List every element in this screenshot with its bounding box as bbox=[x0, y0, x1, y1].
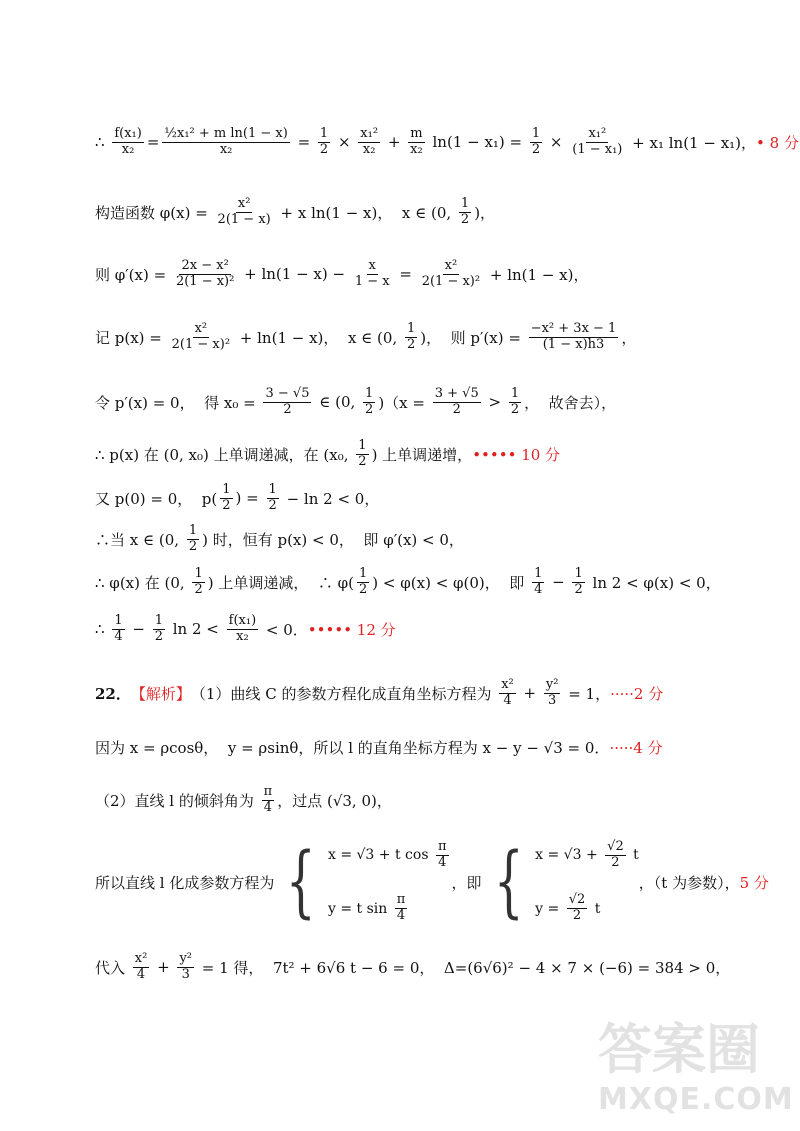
denominator: 2 bbox=[268, 497, 277, 513]
text: ， bbox=[621, 328, 637, 347]
fraction bbox=[459, 197, 471, 228]
text: ∴ φ(x) 在 (0, bbox=[95, 573, 190, 592]
numerator: 1 bbox=[574, 565, 583, 581]
fraction bbox=[267, 483, 279, 514]
text: + ln(1 − x)， x ∈ (0, bbox=[235, 328, 402, 347]
text: × bbox=[333, 133, 356, 151]
denominator: 2 bbox=[283, 401, 292, 417]
text: t bbox=[590, 900, 601, 917]
text: ， 故舍去）， bbox=[524, 393, 617, 412]
equation-line-6 bbox=[95, 432, 560, 476]
text: ln 2 < bbox=[167, 620, 224, 638]
fraction bbox=[530, 127, 542, 158]
score-marker: ••••• 12 分 bbox=[307, 620, 396, 639]
fraction bbox=[187, 524, 199, 555]
denominator: 2 bbox=[510, 401, 520, 417]
text: （2）直线 l 的倾斜角为 bbox=[95, 791, 259, 810]
fraction bbox=[567, 893, 588, 924]
equation-line-14 bbox=[95, 834, 769, 930]
watermark-site: MXQE.COM bbox=[598, 1082, 794, 1117]
text: − bbox=[127, 620, 150, 638]
numerator: π bbox=[396, 892, 406, 908]
fraction bbox=[363, 387, 375, 418]
numerator: −x² + 3x − 1 bbox=[530, 320, 617, 336]
fraction bbox=[112, 614, 124, 645]
text: x = √3 + bbox=[535, 847, 603, 864]
fraction bbox=[177, 952, 194, 983]
numerator: 3 − √5 bbox=[265, 385, 310, 401]
numerator: 1 bbox=[222, 481, 231, 497]
text: + bbox=[518, 684, 541, 702]
denominator: 2 bbox=[611, 854, 620, 870]
fraction bbox=[353, 259, 392, 290]
text: ∴当 x ∈ (0, bbox=[95, 530, 184, 549]
fraction bbox=[357, 567, 369, 598]
fraction bbox=[433, 387, 481, 418]
text: 则 φ′(x) = bbox=[95, 265, 171, 284]
denominator: 2 bbox=[572, 908, 582, 924]
text: ，（t 为参数）， bbox=[638, 873, 740, 892]
fraction bbox=[216, 197, 273, 228]
text: y = bbox=[535, 900, 564, 917]
fraction bbox=[544, 678, 561, 709]
numerator: 1 bbox=[365, 385, 374, 401]
text: x = √3 + t cos bbox=[327, 847, 433, 864]
numerator: 1 bbox=[406, 320, 416, 336]
denominator: x₂ bbox=[236, 628, 249, 644]
fraction bbox=[570, 127, 624, 158]
numerator: m bbox=[410, 125, 423, 141]
fraction bbox=[436, 840, 449, 871]
numerator: 1 bbox=[114, 612, 123, 628]
denominator: 2 bbox=[460, 211, 470, 227]
fraction bbox=[263, 387, 311, 418]
question-number: 22． bbox=[95, 684, 131, 703]
fraction bbox=[170, 322, 232, 353]
text: ) 上单调递减， ∴ φ( bbox=[207, 573, 355, 592]
denominator: 3 bbox=[181, 966, 190, 982]
system-row bbox=[328, 893, 452, 924]
fraction bbox=[572, 567, 584, 598]
denominator: 2 bbox=[188, 538, 198, 554]
text: t bbox=[628, 847, 639, 864]
numerator: π bbox=[263, 783, 273, 799]
numerator: 1 bbox=[510, 385, 520, 401]
fraction bbox=[162, 127, 289, 158]
numerator: 1 bbox=[319, 125, 329, 141]
denominator: x₂ bbox=[362, 141, 376, 157]
denominator: 3 bbox=[548, 692, 557, 708]
text: + bbox=[152, 958, 175, 976]
denominator: 2 bbox=[319, 141, 329, 157]
fraction bbox=[408, 127, 425, 158]
text: ) 时，恒有 p(x) < 0， 即 φ′(x) < 0， bbox=[202, 530, 464, 549]
numerator: x₁² bbox=[588, 125, 607, 141]
text: = 1 得， 7t² + 6√6 t − 6 = 0， Δ=(6√6)² − 4 × 7 × (−6) = 384 > 0， bbox=[197, 958, 731, 977]
text: ∴ p(x) 在 (0, x₀) 上单调递减，在 (x₀, bbox=[95, 445, 354, 464]
numerator: f(x₁) bbox=[114, 125, 142, 141]
denominator: x₂ bbox=[219, 141, 233, 157]
text: )（x = bbox=[378, 393, 430, 412]
text: 代入 bbox=[95, 958, 130, 977]
numerator: 1 bbox=[194, 565, 203, 581]
numerator: y² bbox=[545, 676, 559, 692]
denominator: 4 bbox=[114, 628, 123, 644]
fraction bbox=[318, 127, 330, 158]
text: 构造函数 φ(x) = bbox=[95, 203, 213, 222]
denominator: x₂ bbox=[121, 141, 135, 157]
equals: = bbox=[146, 133, 160, 151]
text: ∴ bbox=[95, 620, 110, 638]
denominator: 2 bbox=[365, 401, 374, 417]
score-marker: ••••• 10 分 bbox=[472, 445, 561, 464]
text: 记 p(x) = bbox=[95, 328, 167, 347]
denominator: 4 bbox=[503, 692, 512, 708]
text: ln 2 < φ(x) < 0， bbox=[587, 573, 721, 592]
denominator: 4 bbox=[534, 581, 543, 597]
system-row bbox=[535, 840, 639, 871]
denominator: 4 bbox=[136, 966, 146, 982]
fraction bbox=[133, 952, 150, 983]
numerator: x₁² bbox=[360, 125, 379, 141]
fraction bbox=[509, 387, 521, 418]
equation-system-1 bbox=[328, 840, 452, 924]
denominator: 2(1 − x)² bbox=[171, 336, 231, 352]
text: ，即 bbox=[451, 873, 482, 892]
text: 因为 x = ρcosθ， y = ρsinθ，所以 l 的直角坐标方程为 x − y − √3 = 0． bbox=[95, 738, 610, 757]
numerator: 1 bbox=[188, 522, 198, 538]
text: × bbox=[545, 133, 568, 151]
equation-line-10 bbox=[95, 606, 396, 652]
text: ，过点 (√3, 0)， bbox=[277, 791, 392, 810]
text: )， 则 p′(x) = bbox=[420, 328, 526, 347]
therefore-symbol: ∴ bbox=[95, 133, 110, 151]
denominator: 2(1 − x) bbox=[217, 211, 271, 227]
denominator: 4 bbox=[438, 854, 447, 870]
fraction bbox=[153, 614, 165, 645]
system-row bbox=[535, 893, 639, 924]
fraction bbox=[358, 127, 380, 158]
denominator: 2(1 − x)² bbox=[175, 273, 235, 289]
score-marker: 5 分 bbox=[739, 873, 769, 892]
fraction bbox=[605, 840, 626, 871]
text: （1）曲线 C 的参数方程化成直角坐标方程为 bbox=[190, 684, 497, 703]
left-brace: { bbox=[493, 837, 524, 927]
fraction bbox=[262, 785, 275, 816]
numerator: 1 bbox=[359, 565, 368, 581]
denominator: 2 bbox=[358, 453, 367, 469]
numerator: x² bbox=[501, 676, 514, 692]
numerator: √2 bbox=[607, 839, 624, 854]
text: + bbox=[383, 133, 406, 151]
numerator: 3 + √5 bbox=[434, 385, 479, 401]
equation-line-4 bbox=[95, 313, 636, 361]
numerator: y² bbox=[179, 950, 192, 966]
equation-system-2 bbox=[535, 840, 639, 924]
denominator: 1 − x bbox=[354, 273, 390, 289]
numerator: 1 bbox=[534, 565, 543, 581]
equation-line-15 bbox=[95, 944, 730, 990]
denominator: 4 bbox=[263, 799, 273, 815]
denominator: 2 bbox=[574, 581, 583, 597]
numerator: 1 bbox=[268, 481, 277, 497]
fraction bbox=[192, 567, 204, 598]
fraction bbox=[395, 893, 408, 924]
numerator: x² bbox=[444, 257, 458, 273]
equation-line-8 bbox=[95, 517, 464, 561]
text: 所以直线 l 化成参数方程为 bbox=[95, 873, 275, 892]
score-marker: • 8 分 bbox=[756, 133, 799, 152]
equation-line-7 bbox=[95, 476, 379, 520]
fraction bbox=[532, 567, 544, 598]
text: ∈ (0, bbox=[314, 393, 361, 411]
text: < 0． bbox=[261, 620, 308, 639]
equation-line-2 bbox=[95, 188, 495, 236]
text: ln(1 − x₁) = bbox=[427, 133, 527, 151]
text: ) < φ(x) < φ(0)， 即 bbox=[372, 573, 530, 592]
numerator: 1 bbox=[531, 125, 541, 141]
numerator: 1 bbox=[460, 195, 470, 211]
numerator: x² bbox=[134, 950, 148, 966]
equation-line-9 bbox=[95, 560, 721, 604]
fraction bbox=[174, 259, 236, 290]
text: = 1， bbox=[563, 684, 611, 703]
text: > bbox=[483, 393, 506, 411]
equation-line-1 bbox=[95, 112, 799, 172]
denominator: x₂ bbox=[410, 141, 423, 157]
equation-line-11 bbox=[95, 670, 663, 716]
fraction bbox=[499, 678, 516, 709]
text: 又 p(0) = 0， p( bbox=[95, 489, 218, 508]
denominator: 2 bbox=[222, 497, 231, 513]
denominator: 2 bbox=[531, 141, 541, 157]
denominator: 4 bbox=[396, 908, 406, 924]
numerator: x² bbox=[194, 320, 208, 336]
equation-line-5 bbox=[95, 378, 616, 426]
denominator: (1 − x₁) bbox=[572, 141, 623, 157]
score-marker: ·····2 分 bbox=[610, 684, 664, 703]
watermark bbox=[598, 1007, 794, 1117]
text: ) 上单调递增， bbox=[371, 445, 473, 464]
score-marker: ·····4 分 bbox=[609, 738, 663, 757]
numerator: x bbox=[368, 257, 376, 273]
numerator: ½x₁² + m ln(1 − x) bbox=[164, 125, 288, 141]
text: + x ln(1 − x)， x ∈ (0, bbox=[275, 203, 456, 222]
denominator: 2 bbox=[154, 628, 163, 644]
fraction bbox=[112, 127, 144, 158]
numerator: 1 bbox=[154, 612, 163, 628]
equation-line-3 bbox=[95, 250, 588, 298]
equation-line-13 bbox=[95, 777, 392, 823]
text: )， bbox=[474, 203, 496, 222]
text: = bbox=[292, 133, 315, 151]
denominator: 2(1 − x)² bbox=[421, 273, 481, 289]
system-row bbox=[328, 840, 452, 871]
fraction bbox=[529, 322, 619, 353]
equation-line-12 bbox=[95, 732, 663, 762]
fraction bbox=[420, 259, 482, 290]
numerator: 1 bbox=[358, 437, 367, 453]
numerator: √2 bbox=[568, 892, 586, 908]
analysis-tag: 【解析】 bbox=[130, 684, 191, 703]
text: + x₁ ln(1 − x₁)， bbox=[627, 133, 757, 152]
watermark-logo: 答案圈 bbox=[598, 1018, 760, 1081]
numerator: π bbox=[437, 839, 447, 854]
denominator: 2 bbox=[452, 401, 461, 417]
text: + ln(1 − x) − bbox=[239, 265, 350, 283]
text: ) = bbox=[235, 489, 264, 507]
denominator: (1 − x)h3 bbox=[542, 336, 605, 352]
text: − bbox=[547, 573, 570, 591]
numerator: 2x − x² bbox=[181, 257, 229, 273]
numerator: f(x₁) bbox=[228, 612, 257, 628]
text: y = t sin bbox=[327, 900, 392, 917]
text: = bbox=[394, 265, 417, 283]
fraction bbox=[220, 483, 232, 514]
fraction bbox=[356, 439, 368, 470]
text: − ln 2 < 0， bbox=[281, 489, 380, 508]
left-brace: { bbox=[286, 837, 317, 927]
denominator: 2 bbox=[406, 336, 416, 352]
fraction bbox=[405, 322, 417, 353]
numerator: x² bbox=[237, 195, 251, 211]
denominator: 2 bbox=[359, 581, 368, 597]
text: + ln(1 − x)， bbox=[485, 265, 589, 284]
fraction bbox=[227, 614, 259, 645]
text: 令 p′(x) = 0， 得 x₀ = bbox=[95, 393, 261, 412]
denominator: 2 bbox=[194, 581, 203, 597]
